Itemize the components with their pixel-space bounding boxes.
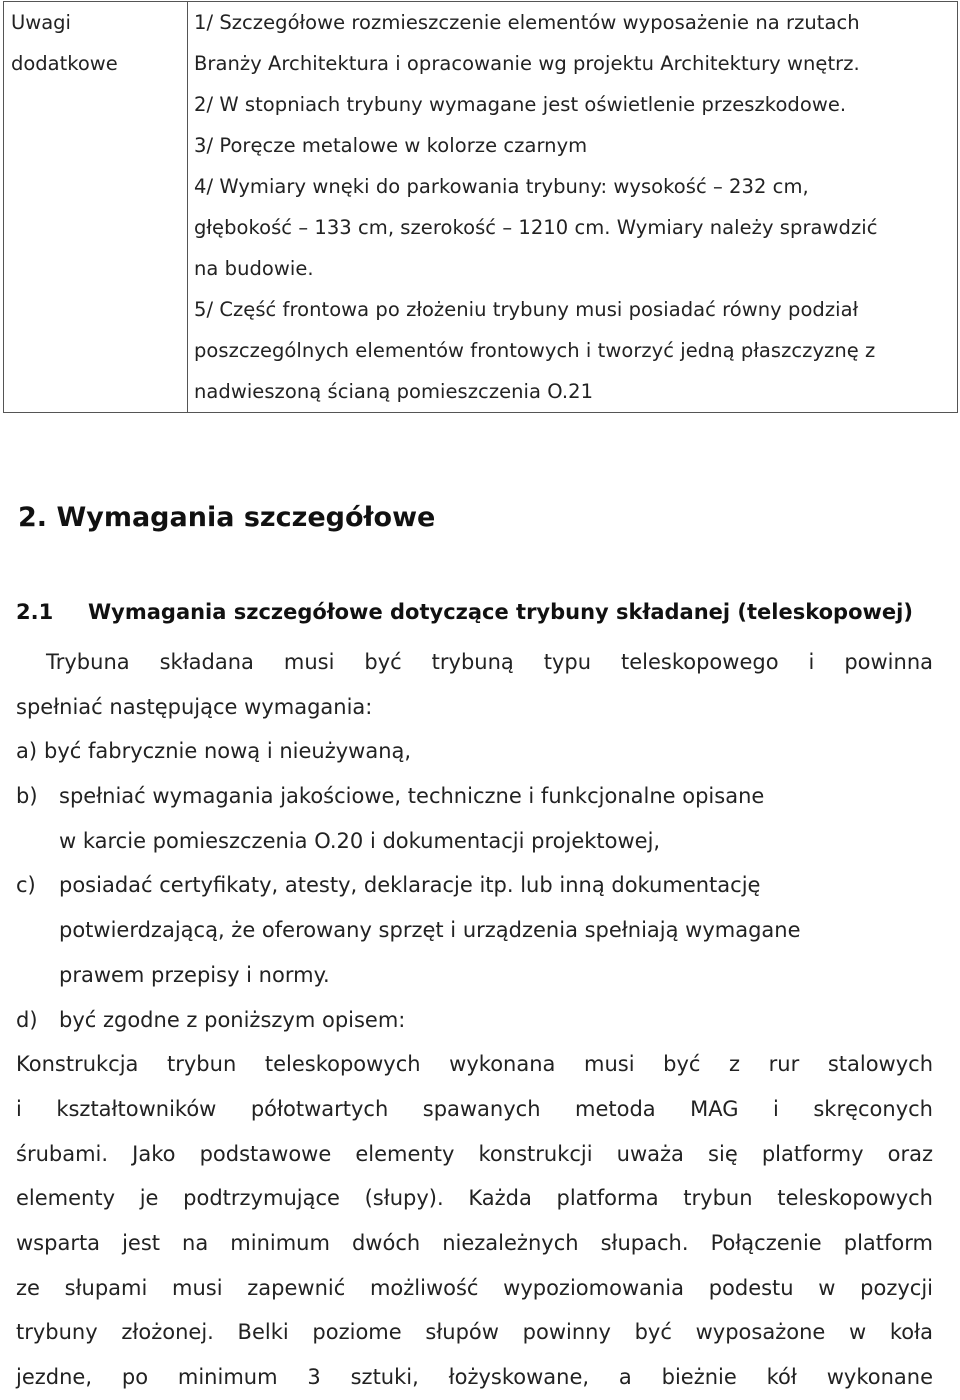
paragraph-line: trybuny złożonej. Belki poziome słupów powinny być wyposażone w koła [16, 1320, 933, 1345]
list-item-b [16, 774, 933, 819]
paragraph-line: elementy je podtrzymujące (słupy). Każda platforma trybun teleskopowych [16, 1186, 933, 1211]
list-text-c-line-3: prawem przepisy i normy. [59, 962, 330, 987]
list-marker-d: d) [16, 1007, 38, 1032]
note-line: na budowie. [194, 257, 314, 280]
subsection-title: Wymagania szczegółowe dotyczące trybuny składanej (teleskopowej) [88, 600, 913, 624]
subsection-number: 2.1 [16, 600, 54, 624]
list-marker-c: c) [16, 873, 36, 898]
notes-label-line-2: dodatkowe [11, 52, 118, 75]
paragraph-line: Konstrukcja trybun teleskopowych wykonana musi być z rur stalowych [16, 1052, 933, 1077]
list-marker-b: b) [16, 784, 38, 809]
list-text-c-line-2: potwierdzającą, że oferowany sprzęt i urządzenia spełniają wymagane [59, 918, 801, 943]
notes-label-cell [4, 2, 188, 413]
note-line: Branży Architektura i opracowanie wg projektu Architektury wnętrz. [194, 52, 860, 75]
note-line: 1/ Szczegółowe rozmieszczenie elementów wyposażenie na rzutach [194, 11, 860, 34]
note-line: 5/ Część frontowa po złożeniu trybuny musi posiadać równy podział [194, 298, 859, 321]
paragraph-line: ze słupami musi zapewnić możliwość wypoziomowania podestu w pozycji [16, 1275, 933, 1300]
paragraph-line: jezdne, po minimum 3 sztuki, łożyskowane, a bieżnie kół wykonane [16, 1365, 933, 1389]
notes-content-cell [188, 2, 958, 413]
list-text-b-line-1: spełniać wymagania jakościowe, techniczne i funkcjonalne opisane [59, 784, 765, 809]
list-text-c-line-1: posiadać certyfikaty, atesty, deklaracje itp. lub inną dokumentację [59, 873, 761, 898]
list-item-a [16, 729, 933, 774]
section-heading: 2. Wymagania szczegółowe [18, 502, 436, 533]
note-line: 4/ Wymiary wnęki do parkowania trybuny: wysokość – 232 cm, [194, 175, 809, 198]
paragraph-line: śrubami. Jako podstawowe elementy konstrukcji uważa się platformy oraz [16, 1141, 933, 1166]
note-line: 2/ W stopniach trybuny wymagane jest oświetlenie przeszkodowe. [194, 93, 847, 116]
list-item-d [16, 998, 933, 1043]
paragraph-line: i kształtowników półotwartych spawanych metoda MAG i skręconych [16, 1096, 933, 1121]
intro-line-2: spełniać następujące wymagania: [16, 694, 373, 719]
paragraph-line: wsparta jest na minimum dwóch niezależnych słupach. Połączenie platform [16, 1230, 933, 1255]
note-line: 3/ Poręcze metalowe w kolorze czarnym [194, 134, 588, 157]
list-marker-a: a) [16, 739, 38, 764]
note-line: poszczególnych elementów frontowych i tworzyć jedną płaszczyznę z [194, 339, 876, 362]
body-text [16, 640, 933, 1400]
list-text-b-line-2: w karcie pomieszczenia O.20 i dokumentacji projektowej, [59, 828, 661, 853]
list-text-d: być zgodne z poniższym opisem: [59, 1007, 406, 1032]
notes-label-line-1: Uwagi [11, 11, 71, 34]
subsection-heading [16, 600, 913, 624]
note-line: nadwieszoną ścianą pomieszczenia O.21 [194, 380, 594, 403]
list-text-a: być fabrycznie nową i nieużywaną, [44, 739, 412, 764]
note-line: głębokość – 133 cm, szerokość – 1210 cm. Wymiary należy sprawdzić [194, 216, 878, 239]
notes-table [3, 1, 958, 413]
intro-line-1: Trybuna składana musi być trybuną typu teleskopowego i powinna [46, 650, 933, 674]
list-item-c [16, 863, 933, 908]
